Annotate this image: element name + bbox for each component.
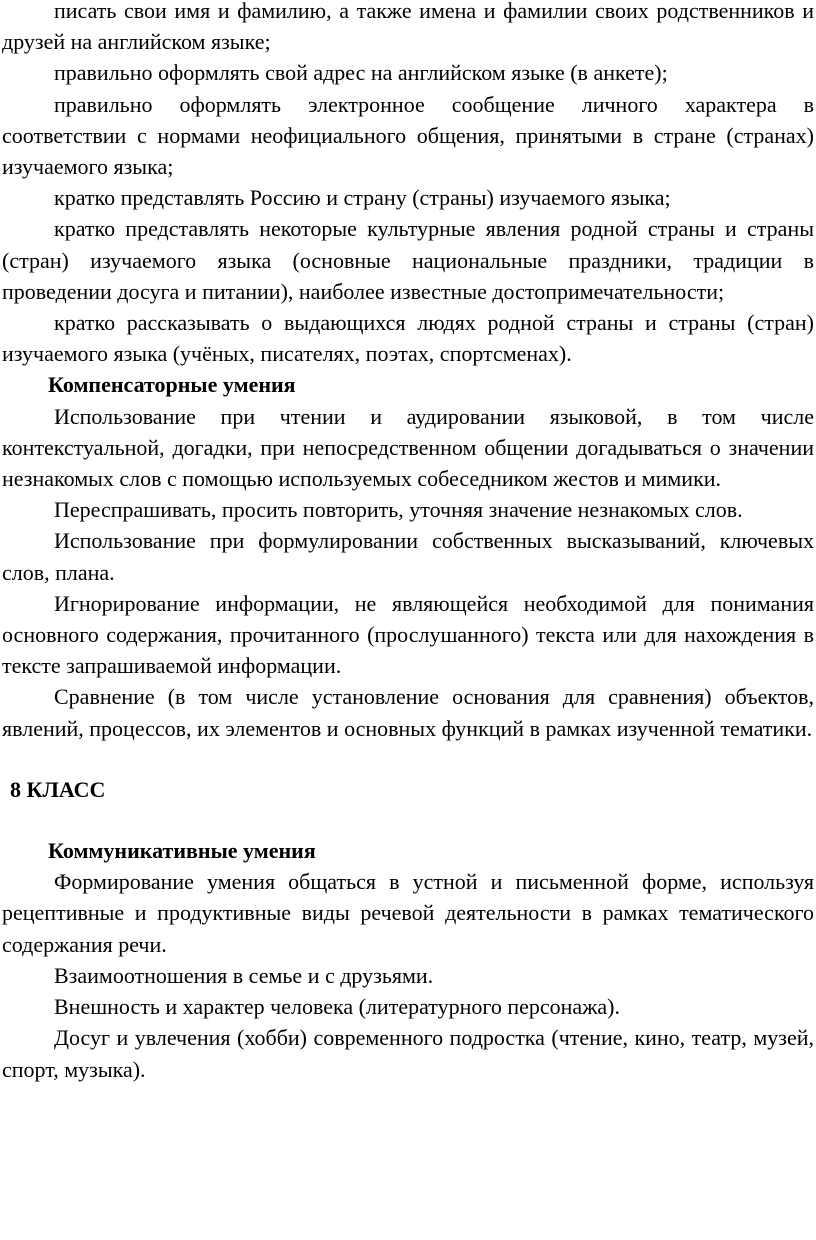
paragraph: Переспрашивать, просить повторить, уточняя значение незнакомых слов. [54,497,743,523]
paragraph: Досуг и увлечения (хобби) современного подростка (чтение, кино, театр, музей, спорт, музыка). [2,1025,814,1082]
paragraph: Внешность и характер человека (литературного персонажа). [54,994,620,1020]
paragraph: Использование при формулировании собственных высказываний, ключевых слов, плана. [2,528,814,585]
grade-section-title: 8 КЛАСС [10,776,106,802]
spacer [2,805,814,835]
paragraph: Взаимоотношения в семье и с друзьями. [54,962,434,988]
paragraph: правильно оформлять электронное сообщение личного характера в соответствии с нормами неофициального общения, принятыми в стране (странах) изучаемого языка; [2,91,814,180]
paragraph: Игнорирование информации, не являющейся необходимой для понимания основного содержания, прочитанного (прослушанного) текста или для нахождения в тексте запрашиваемой информации. [2,590,814,679]
paragraph: Сравнение (в том числе установление основания для сравнения) объектов, явлений, процессов, их элементов и основных функций в рамках изученной тематики. [2,684,814,741]
spacer [2,744,814,774]
paragraph: кратко представлять некоторые культурные явления родной страны и страны (стран) изучаемого языка (основные национальные праздники, традиции в проведении досуга и питании), наиболее известные достопримечательности; [2,216,814,304]
paragraph: Формирование умения общаться в устной и письменной форме, используя рецептивные и продуктивные виды речевой деятельности в рамках тематического содержания речи. [2,869,814,957]
compensatory-skills-heading: Компенсаторные умения [48,372,296,398]
paragraph: кратко рассказывать о выдающихся людях родной страны и страны (стран) изучаемого языка (учёных, писателях, поэтах, спортсменах). [2,310,814,367]
communicative-skills-heading: Коммуникативные умения [48,838,316,864]
paragraph: кратко представлять Россию и страну (страны) изучаемого языка; [54,185,671,211]
paragraph: правильно оформлять свой адрес на английском языке (в анкете); [54,60,668,86]
paragraph: Использование при чтении и аудировании языковой, в том числе контекстуальной, догадки, при непосредственном общении догадываться о значении незнакомых слов с помощью используемых собеседником жестов и мимики. [2,403,814,492]
paragraph: писать свои имя и фамилию, а также имена и фамилии своих родственников и друзей на английском языке; [2,0,814,55]
